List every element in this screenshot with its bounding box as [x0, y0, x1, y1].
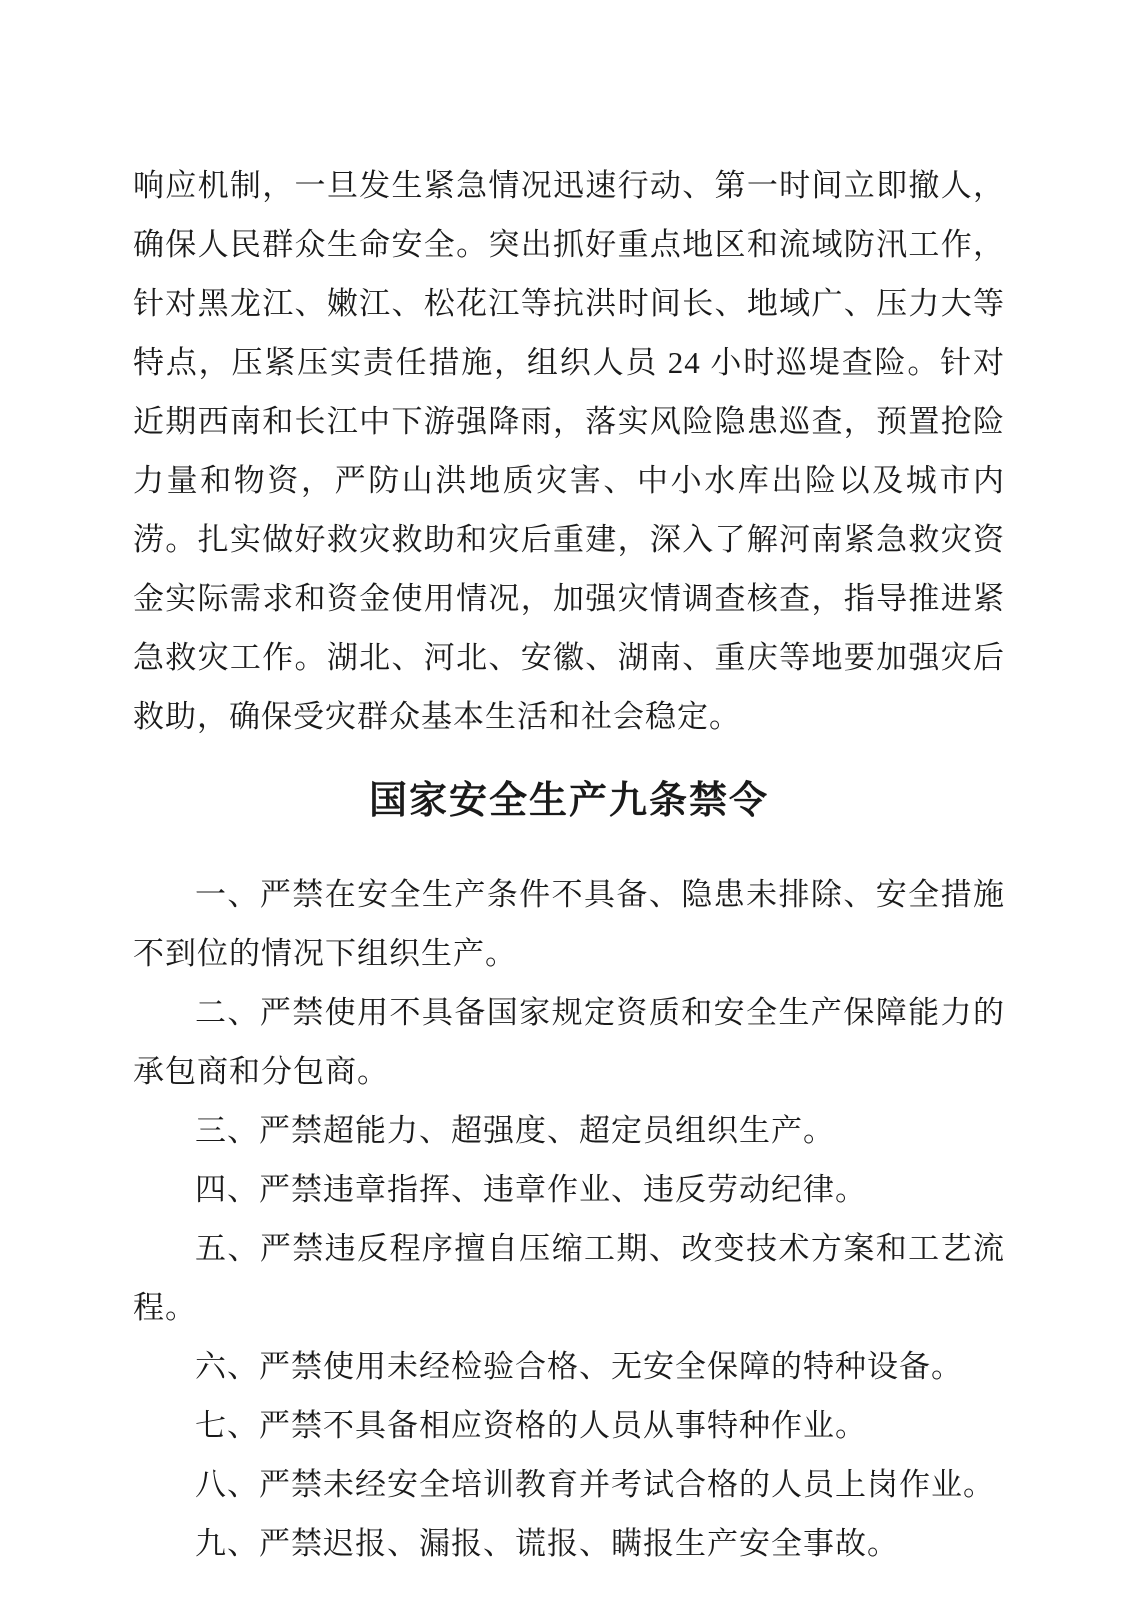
prohibition-item-8: 八、严禁未经安全培训教育并考试合格的人员上岗作业。: [195, 1467, 995, 1502]
prohibition-item-5: 五、严禁违反程序擅自压缩工期、改变技术方案和工艺流程。: [133, 1231, 1005, 1325]
prohibition-item-2: 二、严禁使用不具备国家规定资质和安全生产保障能力的承包商和分包商。: [133, 995, 1005, 1089]
prohibition-item-7: 七、严禁不具备相应资格的人员从事特种作业。: [195, 1408, 867, 1443]
prohibition-item-3: 三、严禁超能力、超强度、超定员组织生产。: [195, 1113, 835, 1148]
prohibition-list: [133, 865, 1005, 1573]
prohibition-item-1: 一、严禁在安全生产条件不具备、隐患未排除、安全措施不到位的情况下组织生产。: [133, 877, 1005, 971]
prohibition-item-9: 九、严禁迟报、漏报、谎报、瞒报生产安全事故。: [195, 1526, 899, 1561]
prohibition-item-6: 六、严禁使用未经检验合格、无安全保障的特种设备。: [195, 1349, 963, 1384]
section-heading: 国家安全生产九条禁令: [368, 780, 769, 822]
prohibition-item-4: 四、严禁违章指挥、违章作业、违反劳动纪律。: [195, 1172, 867, 1207]
body-paragraph-continuation: 响应机制，一旦发生紧急情况迅速行动、第一时间立即撤人，确保人民群众生命安全。突出抓好重点地区和流域防汛工作，针对黑龙江、嫩江、松花江等抗洪时间长、地域广、压力大等特点，压紧压实责任措施，组织人员 24 小时巡堤查险。针对近期西南和长江中下游强降雨，落实风险隐患巡查，预置抢险力量和物资，严防山洪地质灾害、中小水库出险以及城市内涝。扎实做好救灾救助和灾后重建，深入了解河南紧急救灾资金实际需求和资金使用情况，加强灾情调查核查，指导推进紧急救灾工作。湖北、河北、安徽、湖南、重庆等地要加强灾后救助，确保受灾群众基本生活和社会稳定。: [133, 168, 1005, 734]
